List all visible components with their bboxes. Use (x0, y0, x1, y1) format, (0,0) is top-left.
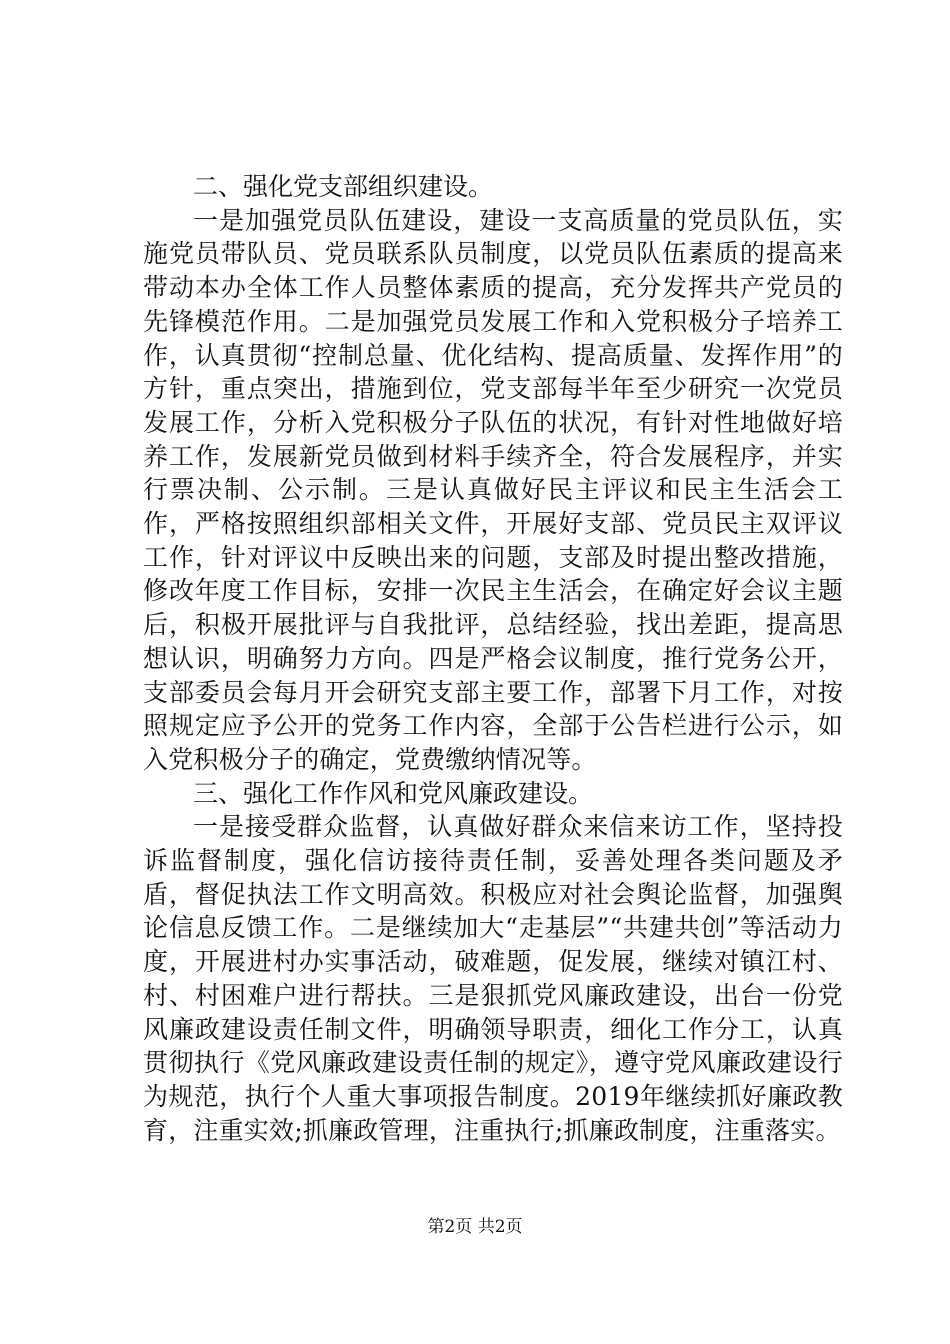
page-footer: 第2页 共2页 (427, 1217, 523, 1237)
section-2-paragraph: 一是加强党员队伍建设，建设一支高质量的党员队伍，实施党员带队员、党员联系队员制度，以党员队伍素质的提高来带动本办全体工作人员整体素质的提高，充分发挥共产党员的先锋模范作用。二是加强党员发展工作和入党积极分子培养工作，认真贯彻“控制总量、优化结构、提高质量、发挥作用”的方针，重点突出，措施到位，党支部每半年至少研究一次党员发展工作，分析入党积极分子队伍的状况，有针对性地做好培养工作，发展新党员做到材料手续齐全，符合发展程序，并实行票决制、公示制。三是认真做好民主评议和民主生活会工作，严格按照组织部相关文件，开展好支部、党员民主双评议工作，针对评议中反映出来的问题，支部及时提出整改措施，修改年度工作目标，安排一次民主生活会，在确定好会议主题后，积极开展批评与自我批评，总结经验，找出差距，提高思想认识，明确努力方向。四是严格会议制度，推行党务公开，支部委员会每月开会研究支部主要工作，部署下月工作，对按照规定应予公开的党务工作内容，全部于公告栏进行公示，如入党积极分子的确定，党费缴纳情况等。 (143, 205, 843, 774)
section-3-paragraph: 一是接受群众监督，认真做好群众来信来访工作，坚持投诉监督制度，强化信访接待责任制，妥善处理各类问题及矛盾，督促执法工作文明高效。积极应对社会舆论监督，加强舆论信息反馈工作。二是继续加大“走基层”“共建共创”等活动力度，开展进村办实事活动，破难题，促发展，继续对镇江村、村、村困难户进行帮扶。三是狠抓党风廉政建设，出台一份党风廉政建设责任制文件，明确领导职责，细化工作分工，认真贯彻执行《党风廉政建设责任制的规定》，遵守党风廉政建设行为规范，执行个人重大事项报告制度。2019年继续抓好廉政教育，注重实效;抓廉政管理，注重执行;抓廉政制度，注重落实。 (143, 812, 843, 1145)
section-3-heading: 三、强化工作作风和党风廉政建设。 (193, 778, 594, 808)
section-2-heading: 二、强化党支部组织建设。 (193, 172, 494, 201)
document-body (143, 170, 843, 1147)
